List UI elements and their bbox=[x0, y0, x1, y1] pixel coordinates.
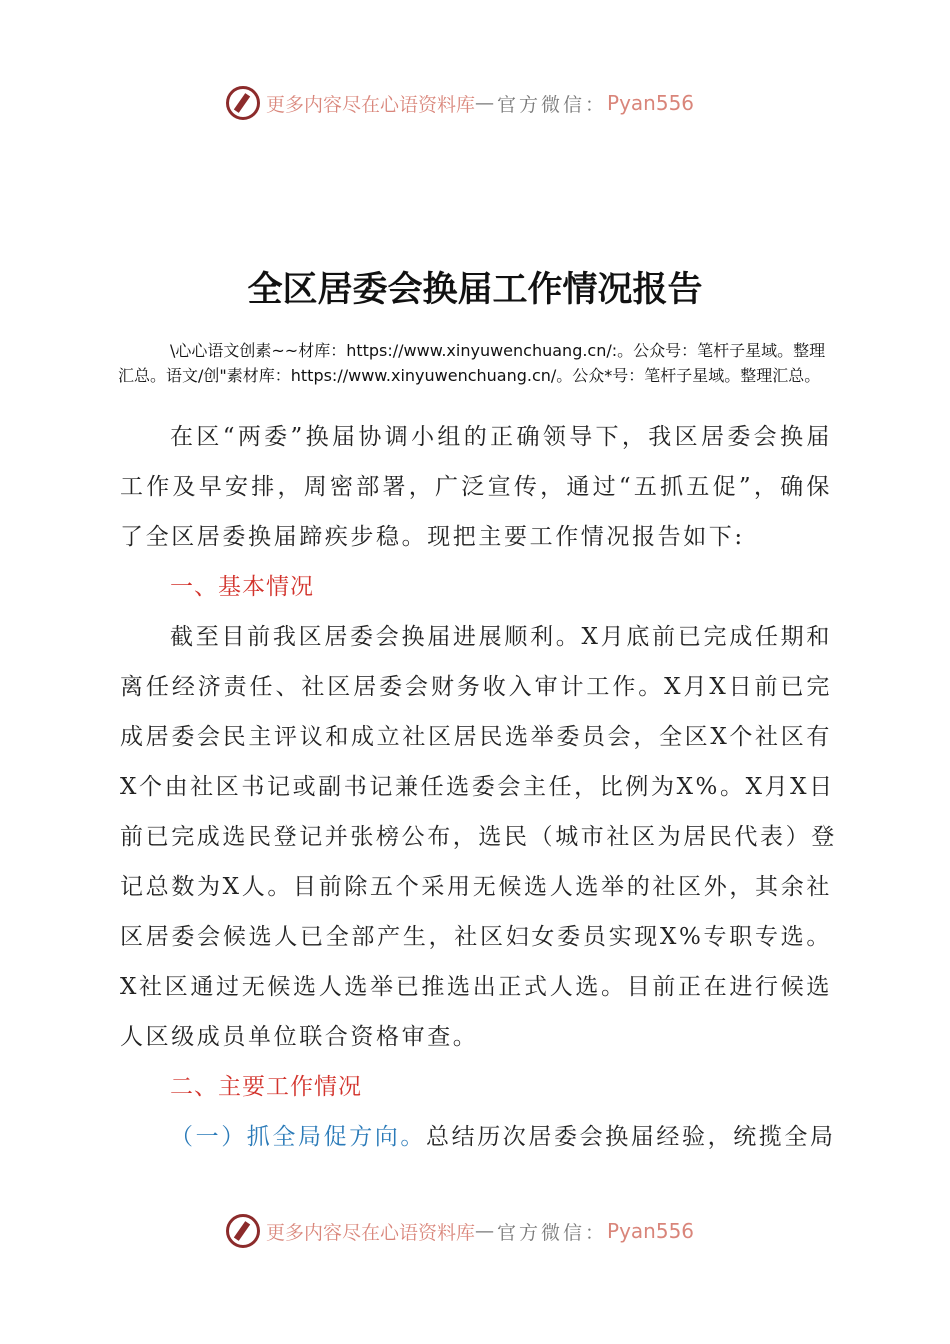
banner-dash: — bbox=[475, 1220, 498, 1242]
paragraph-line: 人区级成员单位联合资格审查。 bbox=[120, 1024, 479, 1050]
section-heading: 一、基本情况 bbox=[170, 574, 314, 600]
paragraph-text: 总结历次居委会换届经验，统揽全局 bbox=[426, 1124, 836, 1150]
body-text bbox=[120, 412, 837, 1162]
banner-wechat-label: 官方微信： bbox=[497, 1221, 608, 1244]
header-banner bbox=[226, 83, 694, 123]
banner-text: 更多内容尽在心语资料库 bbox=[266, 93, 476, 116]
source-note: \心心语文创素~~材库：https://www.xinyuwenchuang.cn/:。公众号：笔杆子星域。整理汇总。语文/创"素材库：https://www.xinyuwenchuang.cn/。公众*号：笔杆子星域。整理汇总。 bbox=[118, 341, 826, 385]
footer-banner bbox=[226, 1211, 694, 1251]
banner-dash: — bbox=[475, 92, 498, 114]
paragraph-line: 成居委会民主评议和成立社区居民选举委员会，全区X个社区有 bbox=[120, 724, 832, 750]
paragraph-line: 离任经济责任、社区居委会财务收入审计工作。X月X日前已完 bbox=[120, 674, 832, 700]
paragraph-line: 记总数为X人。目前除五个采用无候选人选举的社区外，其余社 bbox=[120, 874, 832, 900]
subheading: （一）抓全局促方向。 bbox=[170, 1124, 426, 1150]
section-heading: 二、主要工作情况 bbox=[170, 1074, 362, 1100]
paragraph-line: 截至目前我区居委会换届进展顺利。X月底前已完成任期和 bbox=[170, 624, 832, 650]
paragraph-line: 工作及早安排，周密部署，广泛宣传，通过“五抓五促”，确保 bbox=[120, 474, 832, 500]
pen-logo-icon bbox=[226, 86, 260, 120]
banner-wechat-id: Pyan556 bbox=[607, 1219, 695, 1243]
paragraph-line: 区居委会候选人已全部产生，社区妇女委员实现X%专职专选。 bbox=[120, 924, 832, 950]
pen-logo-icon bbox=[226, 1214, 260, 1248]
banner-wechat-id: Pyan556 bbox=[607, 91, 695, 115]
banner-wechat-label: 官方微信： bbox=[497, 93, 608, 116]
banner-text: 更多内容尽在心语资料库 bbox=[266, 1221, 476, 1244]
paragraph-line: X个由社区书记或副书记兼任选委会主任，比例为X%。X月X日 bbox=[120, 774, 835, 800]
page-title: 全区居委会换届工作情况报告 bbox=[247, 269, 703, 310]
paragraph-line: X社区通过无候选人选举已推选出正式人选。目前正在进行候选 bbox=[120, 974, 832, 1000]
paragraph-line: 前已完成选民登记并张榜公布，选民（城市社区为居民代表）登 bbox=[120, 824, 837, 850]
paragraph-line: 在区“两委”换届协调小组的正确领导下，我区居委会换届 bbox=[170, 424, 832, 450]
paragraph-line: 了全区居委换届蹄疾步稳。现把主要工作情况报告如下: bbox=[120, 524, 745, 550]
paragraph-line bbox=[120, 1112, 836, 1162]
